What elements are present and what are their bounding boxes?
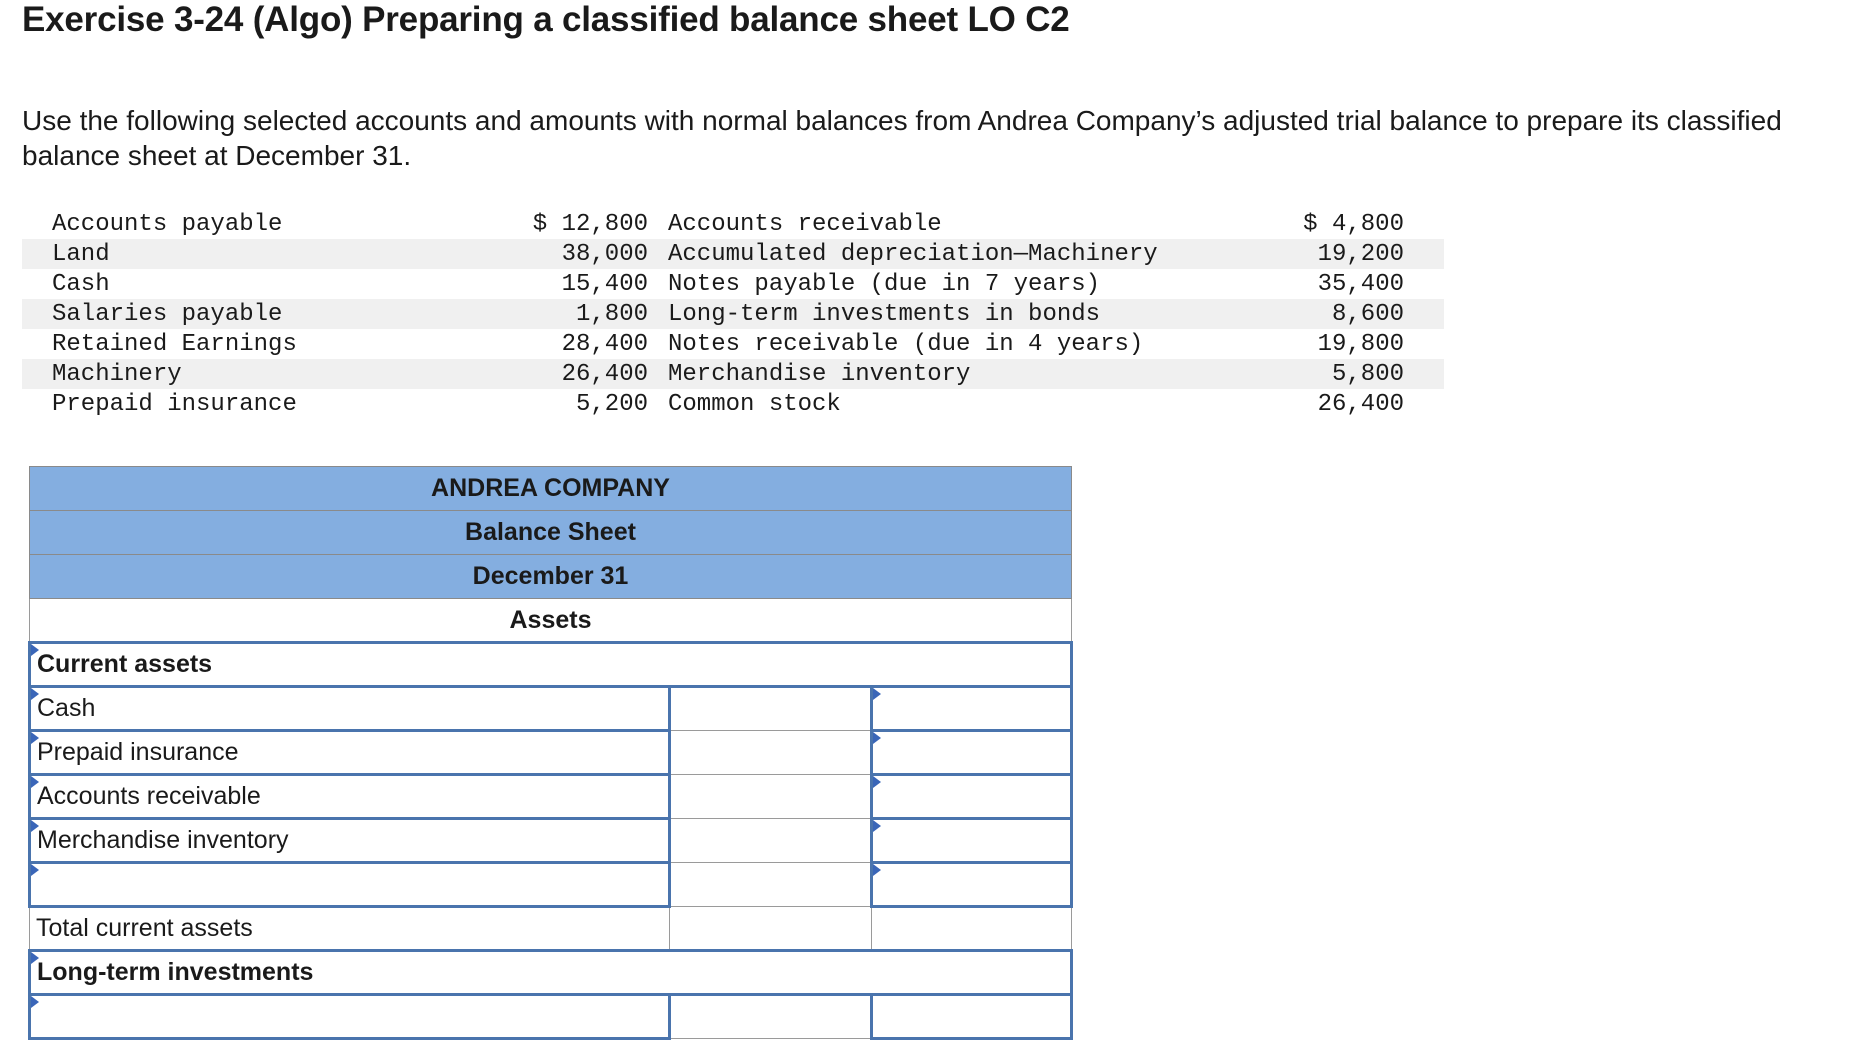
header-row [30, 511, 1072, 555]
dropdown-marker-icon [31, 688, 39, 700]
dropdown-marker-icon [873, 820, 881, 832]
subtotal-input[interactable] [872, 863, 1072, 907]
dropdown-marker-icon [873, 732, 881, 744]
header-row [30, 555, 1072, 599]
account-amount: $ 12,800 [532, 210, 648, 238]
account-name: Long-term investments in bonds [648, 299, 1296, 329]
account-name: Retained Earnings [52, 330, 297, 358]
total-input[interactable] [872, 907, 1072, 951]
table-row [30, 775, 1072, 819]
amount-input[interactable] [670, 775, 872, 819]
account-amount: 35,400 [1317, 270, 1404, 298]
section-row [30, 643, 1072, 687]
dropdown-marker-icon [31, 732, 39, 744]
account-select-value: Prepaid insurance [37, 738, 239, 766]
dropdown-marker-icon [873, 776, 881, 788]
dropdown-marker-icon [31, 864, 39, 876]
table-row [22, 239, 1444, 269]
dropdown-marker-icon [873, 864, 881, 876]
account-name: Accumulated depreciation—Machinery [648, 239, 1296, 269]
company-name: ANDREA COMPANY [30, 467, 1072, 511]
table-row [22, 209, 1444, 239]
table-row [30, 819, 1072, 863]
table-row [22, 389, 1444, 419]
dropdown-marker-icon [31, 776, 39, 788]
account-amount: 28,400 [561, 330, 648, 358]
total-current-assets-label: Total current assets [30, 907, 670, 951]
account-select-field[interactable] [30, 775, 670, 819]
account-name: Merchandise inventory [648, 359, 1296, 389]
long-term-investments-heading: Long-term investments [37, 958, 314, 986]
account-select-value: Cash [37, 694, 96, 722]
table-row [30, 863, 1072, 907]
table-row [22, 329, 1444, 359]
account-name: Accounts receivable [668, 210, 942, 238]
section-row [30, 951, 1072, 995]
account-amount: 26,400 [1317, 390, 1404, 418]
long-term-investments-heading-field[interactable] [30, 951, 1072, 995]
account-select-field[interactable] [30, 731, 670, 775]
subtotal-input[interactable] [872, 731, 1072, 775]
table-row [22, 359, 1444, 389]
account-amount: 26,400 [472, 359, 648, 389]
balance-sheet-form [28, 466, 1073, 1040]
total-row [30, 907, 1072, 951]
account-amount: 19,800 [1317, 330, 1404, 358]
account-amount: 5,800 [1296, 359, 1444, 389]
account-select-field[interactable] [30, 995, 670, 1039]
account-name: Land [22, 239, 472, 269]
page-title: Exercise 3-24 (Algo) Preparing a classified balance sheet LO C2 [22, 0, 1070, 39]
account-amount: 5,200 [575, 390, 648, 418]
account-amount: $ 4,800 [1303, 210, 1404, 238]
account-name: Accounts payable [52, 210, 283, 238]
subtotal-input[interactable] [872, 819, 1072, 863]
amount-input[interactable] [670, 995, 872, 1039]
subtotal-input[interactable] [872, 687, 1072, 731]
dropdown-marker-icon [31, 820, 39, 832]
account-name: Prepaid insurance [52, 390, 297, 418]
subtotal-input[interactable] [872, 995, 1072, 1039]
statement-name: Balance Sheet [30, 511, 1072, 555]
account-amount: 8,600 [1296, 299, 1444, 329]
dropdown-marker-icon [873, 688, 881, 700]
amount-input[interactable] [670, 731, 872, 775]
amount-input[interactable] [670, 819, 872, 863]
account-select-field[interactable] [30, 863, 670, 907]
dropdown-marker-icon [31, 644, 39, 656]
account-amount: 38,000 [472, 239, 648, 269]
account-name: Notes receivable (due in 4 years) [668, 330, 1144, 358]
assets-heading: Assets [30, 599, 1072, 643]
table-row [30, 995, 1072, 1039]
account-name: Notes payable (due in 7 years) [668, 270, 1101, 298]
amount-input[interactable] [670, 863, 872, 907]
account-select-field[interactable] [30, 819, 670, 863]
account-select-value: Accounts receivable [37, 782, 261, 810]
amount-input[interactable] [670, 687, 872, 731]
account-name: Cash [52, 270, 110, 298]
account-name: Salaries payable [22, 299, 472, 329]
amount-input[interactable] [670, 907, 872, 951]
statement-date: December 31 [30, 555, 1072, 599]
current-assets-heading: Current assets [37, 650, 213, 678]
account-select-value: Merchandise inventory [37, 826, 289, 854]
header-row [30, 467, 1072, 511]
account-amount: 1,800 [472, 299, 648, 329]
header-row [30, 599, 1072, 643]
account-select-field[interactable] [30, 687, 670, 731]
subtotal-input[interactable] [872, 775, 1072, 819]
account-name: Common stock [668, 390, 841, 418]
table-row [22, 299, 1444, 329]
table-row [22, 269, 1444, 299]
table-row [30, 687, 1072, 731]
accounts-table [22, 209, 1444, 419]
account-amount: 15,400 [561, 270, 648, 298]
dropdown-marker-icon [31, 996, 39, 1008]
current-assets-heading-field[interactable] [30, 643, 1072, 687]
account-name: Machinery [22, 359, 472, 389]
instructions-text: Use the following selected accounts and amounts with normal balances from Andrea Company’s adjusted trial balance to prepare its classified balance sheet at December 31. [22, 105, 1782, 171]
table-row [30, 731, 1072, 775]
account-amount: 19,200 [1296, 239, 1444, 269]
dropdown-marker-icon [31, 952, 39, 964]
